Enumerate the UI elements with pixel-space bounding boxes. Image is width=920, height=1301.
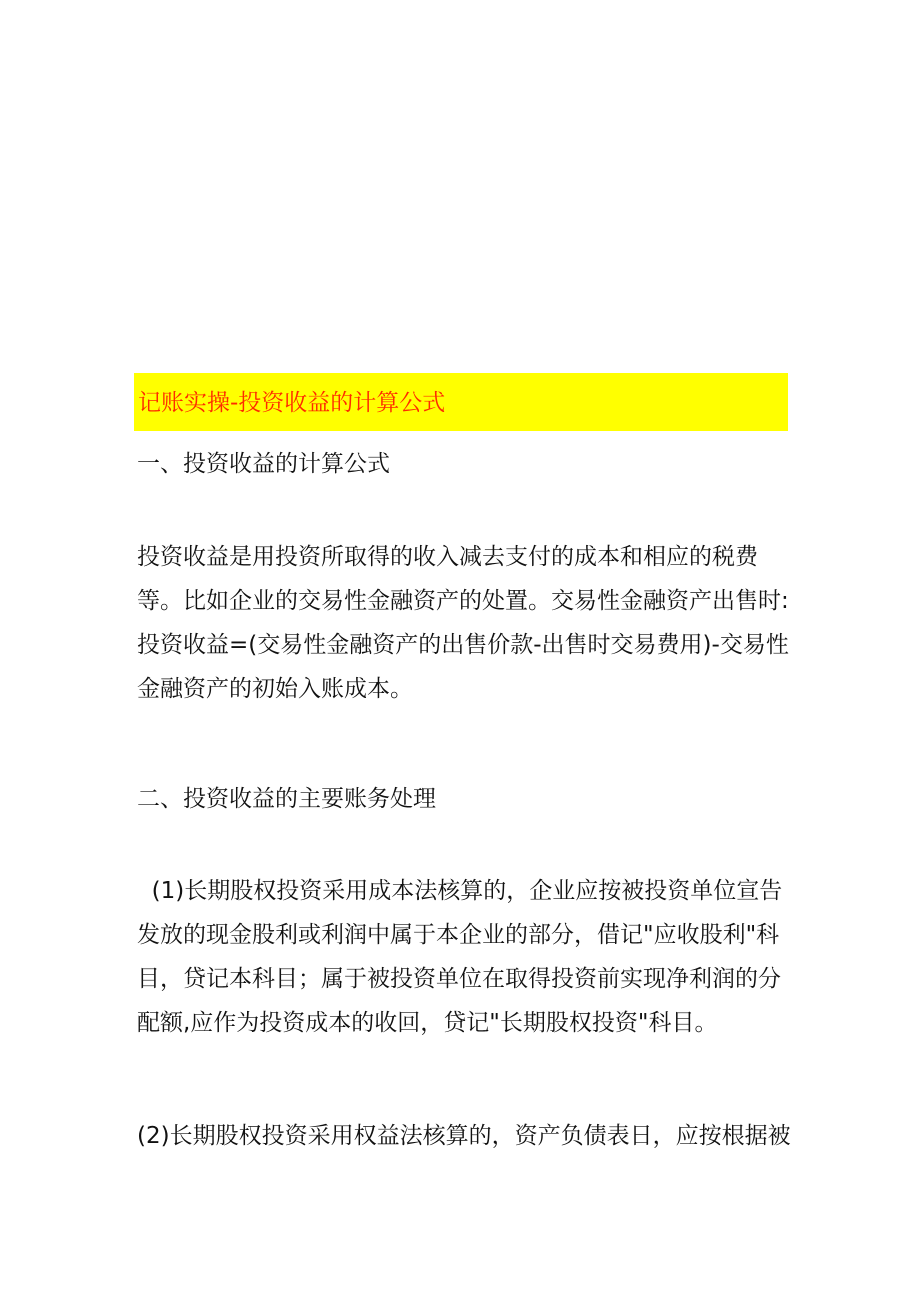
paragraph-line: 配额,应作为投资成本的收回，贷记"长期股权投资"科目。	[137, 1010, 718, 1036]
paragraph-line: 发放的现金股利或利润中属于本企业的部分，借记"应收股利"科	[137, 922, 780, 948]
section2-item2-paragraph	[137, 1114, 791, 1158]
paragraph-line: 金融资产的初始入账成本。	[137, 676, 413, 702]
section2-item1-paragraph	[137, 869, 787, 1045]
document-title: 记账实操-投资收益的计算公式	[138, 390, 446, 416]
section1-paragraph	[137, 535, 787, 711]
paragraph-line: 等。比如企业的交易性金融资产的处置。交易性金融资产出售时:	[137, 588, 789, 614]
paragraph-line: (2)长期股权投资采用权益法核算的，资产负债表日，应按根据被	[137, 1123, 791, 1149]
paragraph-line: 投资收益是用投资所取得的收入减去支付的成本和相应的税费	[137, 544, 758, 570]
paragraph-line: 投资收益=(交易性金融资产的出售价款-出售时交易费用)-交易性	[137, 632, 789, 658]
section1-heading: 一、投资收益的计算公式	[137, 451, 390, 477]
title-highlight	[134, 373, 788, 431]
paragraph-line: 目，贷记本科目；属于被投资单位在取得投资前实现净利润的分	[137, 966, 781, 992]
paragraph-line: (1)长期股权投资采用成本法核算的，企业应按被投资单位宣告	[137, 878, 783, 904]
section2-heading: 二、投资收益的主要账务处理	[137, 786, 436, 812]
